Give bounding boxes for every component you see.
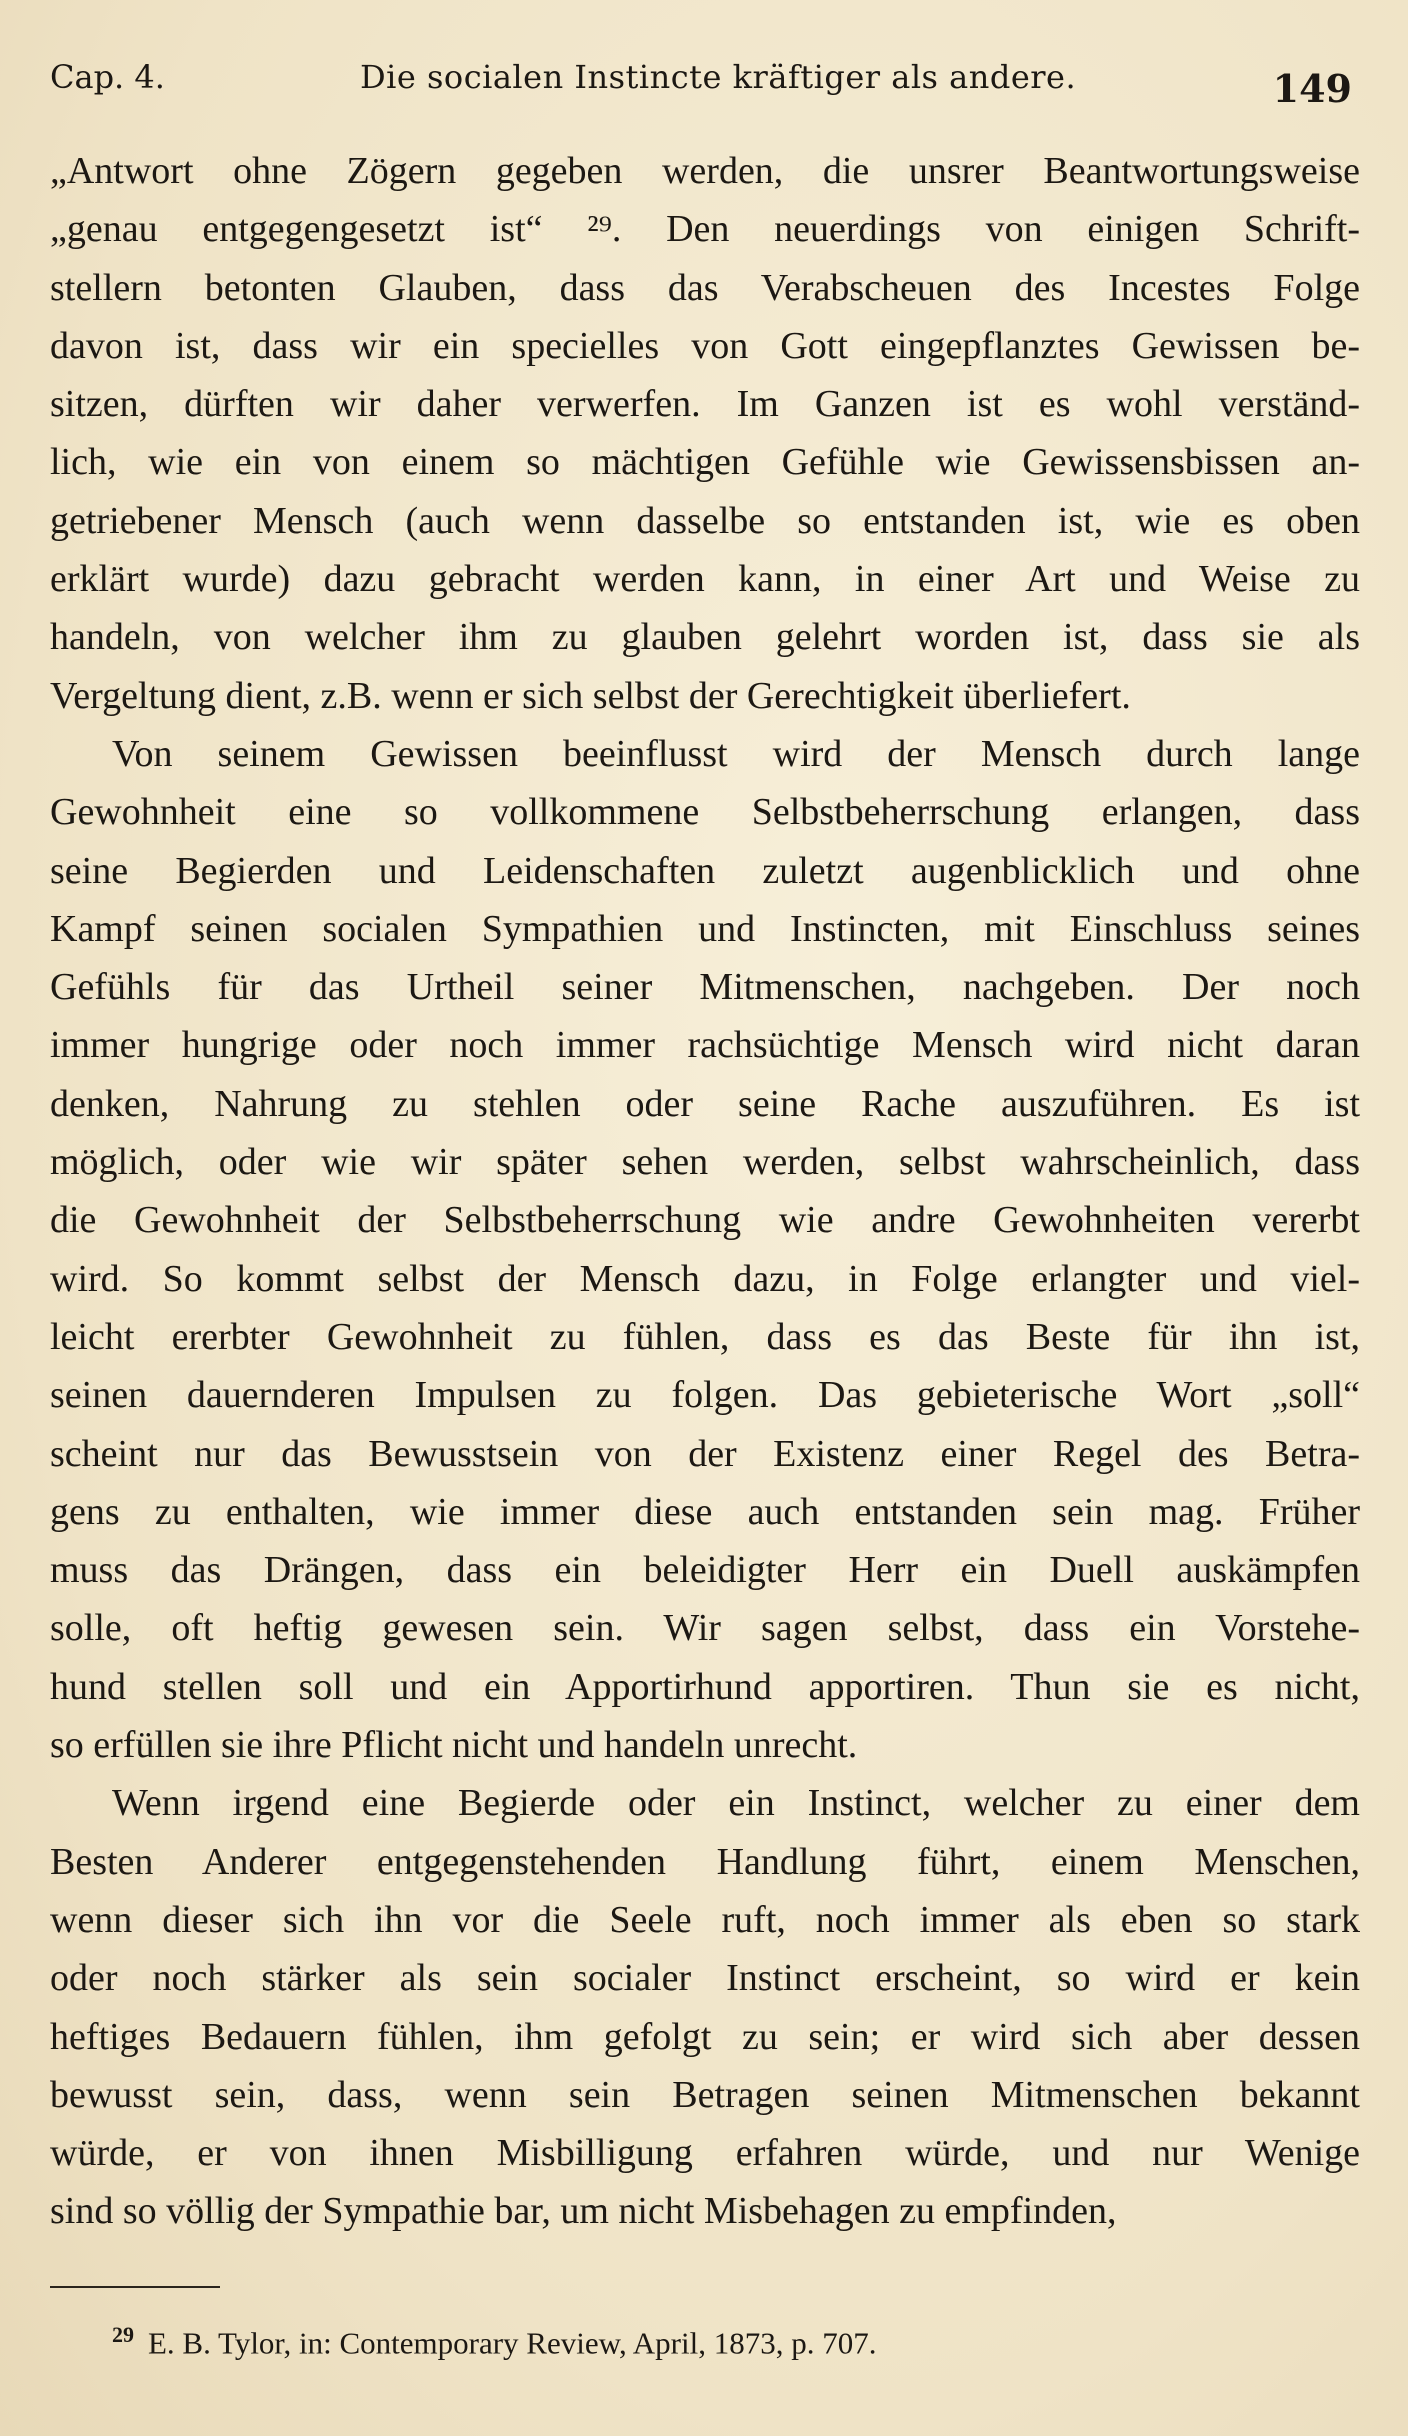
chapter-label: Cap. 4. bbox=[50, 58, 165, 96]
text-line: muss das Drängen, dass ein beleidigter Herr ein Duell auskämpfen bbox=[50, 1549, 1360, 1592]
text-line: Besten Anderer entgegenstehenden Handlung führt, einem Menschen, bbox=[50, 1840, 1360, 1883]
text-line: sind so völlig der Sympathie bar, um nicht Misbehagen zu empfinden, bbox=[50, 2190, 1117, 2233]
text-line: solle, oft heftig gewesen sein. Wir sagen selbst, dass ein Vorstehe- bbox=[50, 1607, 1360, 1650]
text-line: würde, er von ihnen Misbilligung erfahren würde, und nur Wenige bbox=[50, 2132, 1360, 2175]
text-line: stellern betonten Glauben, dass das Verabscheuen des Incestes Folge bbox=[50, 266, 1360, 309]
text-line: „Antwort ohne Zögern gegeben werden, die unsrer Beantwortungsweise bbox=[50, 150, 1360, 192]
paragraph bbox=[50, 142, 1360, 725]
text-line: Vergeltung dient, z.B. wenn er sich selbst der Gerechtigkeit überliefert. bbox=[50, 674, 1131, 717]
text-line: leicht ererbter Gewohnheit zu fühlen, dass es das Beste für ihn ist, bbox=[50, 1315, 1360, 1358]
footnote-number: 29 bbox=[112, 2322, 134, 2347]
text-line: immer hungrige oder noch immer rachsüchtige Mensch wird nicht daran bbox=[50, 1024, 1360, 1067]
text-line: wenn dieser sich ihn vor die Seele ruft, noch immer als eben so stark bbox=[50, 1898, 1360, 1941]
text-line: seinen dauernderen Impulsen zu folgen. Das gebieterische Wort „soll“ bbox=[50, 1374, 1360, 1417]
footnote-divider bbox=[50, 2286, 220, 2288]
text-line: „genau entgegengesetzt ist“ ²⁹. Den neuerdings von einigen Schrift- bbox=[50, 208, 1360, 251]
text-line: möglich, oder wie wir später sehen werden, selbst wahrscheinlich, dass bbox=[50, 1141, 1360, 1184]
text-line: so erfüllen sie ihre Pflicht nicht und handeln unrecht. bbox=[50, 1724, 858, 1767]
footnote-text: E. B. Tylor, in: Contemporary Review, April, 1873, p. 707. bbox=[148, 2325, 877, 2361]
text-line: heftiges Bedauern fühlen, ihm gefolgt zu sein; er wird sich aber dessen bbox=[50, 2015, 1360, 2058]
text-line: sitzen, dürften wir daher verwerfen. Im Ganzen ist es wohl verständ- bbox=[50, 383, 1360, 426]
text-line: denken, Nahrung zu stehlen oder seine Rache auszuführen. Es ist bbox=[50, 1082, 1360, 1125]
running-title: Die socialen Instincte kräftiger als andere. bbox=[360, 58, 1077, 96]
running-header bbox=[50, 52, 1360, 112]
text-line: Kampf seinen socialen Sympathien und Instincten, mit Einschluss seines bbox=[50, 907, 1360, 950]
text-line: Wenn irgend eine Begierde oder ein Instinct, welcher zu einer dem bbox=[112, 1782, 1360, 1825]
text-line: Von seinem Gewissen beeinflusst wird der Mensch durch lange bbox=[112, 732, 1360, 775]
text-line: wird. So kommt selbst der Mensch dazu, in Folge erlangter und viel- bbox=[50, 1257, 1360, 1300]
text-line: seine Begierden und Leidenschaften zuletzt augenblicklich und ohne bbox=[50, 849, 1360, 892]
text-line: die Gewohnheit der Selbstbeherrschung wie andre Gewohnheiten vererbt bbox=[50, 1199, 1360, 1242]
text-line: Gewohnheit eine so vollkommene Selbstbeherrschung erlangen, dass bbox=[50, 791, 1360, 834]
text-line: handeln, von welcher ihm zu glauben gelehrt worden ist, dass sie als bbox=[50, 616, 1360, 659]
body-text bbox=[50, 142, 1360, 2241]
text-line: Gefühls für das Urtheil seiner Mitmenschen, nachgeben. Der noch bbox=[50, 966, 1360, 1009]
text-line: getriebener Mensch (auch wenn dasselbe so entstanden ist, wie es oben bbox=[50, 499, 1360, 542]
text-line: erklärt wurde) dazu gebracht werden kann, in einer Art und Weise zu bbox=[50, 558, 1360, 601]
paragraph bbox=[50, 1774, 1360, 2240]
text-line: oder noch stärker als sein socialer Instinct erscheint, so wird er kein bbox=[50, 1957, 1360, 2000]
text-line: lich, wie ein von einem so mächtigen Gefühle wie Gewissensbissen an- bbox=[50, 441, 1360, 484]
text-line: gens zu enthalten, wie immer diese auch entstanden sein mag. Früher bbox=[50, 1490, 1360, 1533]
text-line: hund stellen soll und ein Apportirhund apportiren. Thun sie es nicht, bbox=[50, 1665, 1360, 1708]
paragraph bbox=[50, 725, 1360, 1774]
page-number: 149 bbox=[1272, 66, 1352, 111]
text-line: davon ist, dass wir ein specielles von Gott eingepflanztes Gewissen be- bbox=[50, 324, 1360, 367]
footnote bbox=[112, 2322, 1312, 2361]
text-line: bewusst sein, dass, wenn sein Betragen seinen Mitmenschen bekannt bbox=[50, 2073, 1360, 2116]
text-line: scheint nur das Bewusstsein von der Existenz einer Regel des Betra- bbox=[50, 1432, 1360, 1475]
